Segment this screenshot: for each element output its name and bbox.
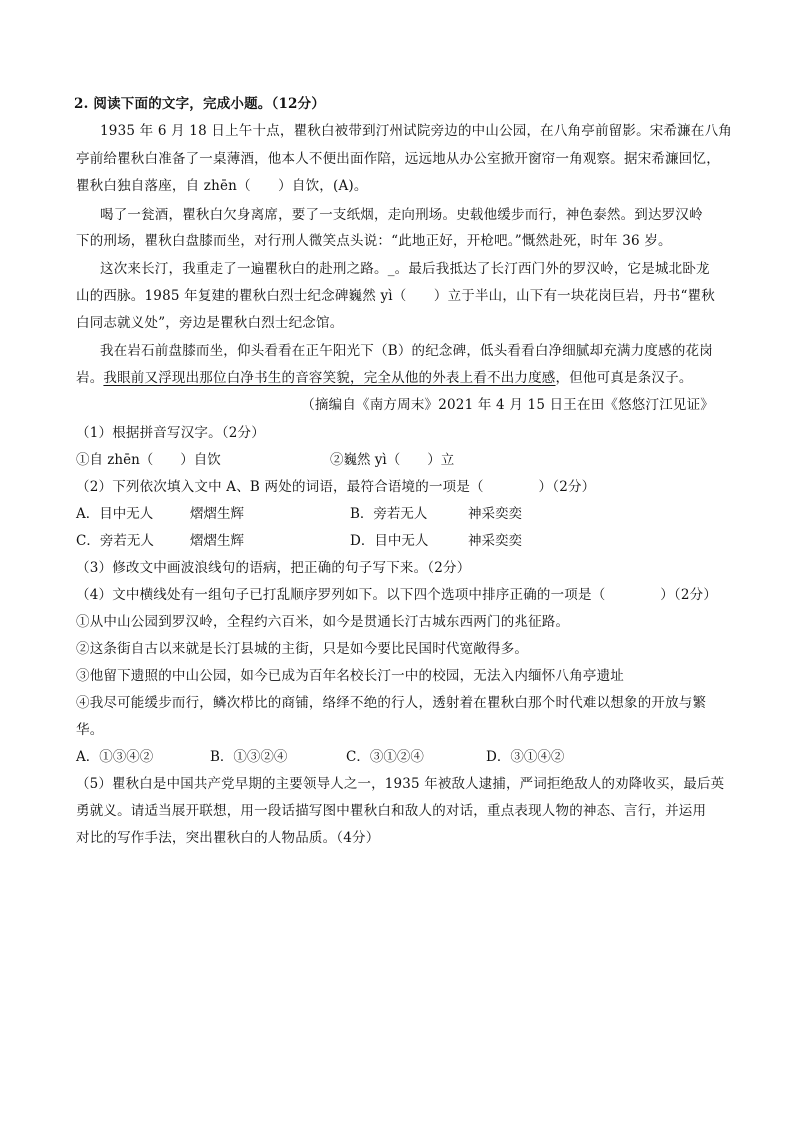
q4-option-c: C．③①②④ — [346, 749, 424, 765]
q2-option-a-word2: 熠熠生辉 — [190, 506, 244, 522]
q5-line1: （5）瞿秋白是中国共产党早期的主要领导人之一，1935 年被敌人逮捕，严词拒绝敌人的劝降收买，最后英 — [76, 776, 725, 792]
passage-p3-line3: 白同志就义处”，旁边是瞿秋白烈士纪念馆。 — [76, 315, 344, 331]
passage-p4-plain: 岩。 — [76, 370, 104, 386]
q2-option-b-word2: 神采奕奕 — [468, 506, 522, 522]
q4-option-d: D．③①④② — [486, 749, 565, 765]
passage-p3-line1: 这次来长汀，我重走了一遍瞿秋白的赴刑之路。_。最后我抵达了长汀西门外的罗汉岭，它是城北卧龙 — [100, 261, 710, 277]
q5-line3: 对比的写作手法，突出瞿秋白的人物品质。（4分） — [76, 830, 380, 846]
q4-sentence-4: ④我尽可能缓步而行，鳞次栉比的商铺，络绎不绝的行人，透射着在瞿秋白那个时代难以想象的开放与繁 — [76, 695, 707, 711]
passage-p1-line2: 亭前给瞿秋白准备了一桌薄酒，他本人不便出面作陪，远远地从办公室掀开窗帘一角观察。据宋希濂回忆， — [76, 151, 720, 167]
q2-option-d-word2: 神采奕奕 — [468, 533, 522, 549]
q2-option-a: A．目中无人 — [76, 506, 154, 522]
q4-sentence-1: ①从中山公园到罗汉岭，全程约六百米，如今是贯通长汀古城东西两门的兆征路。 — [76, 614, 570, 630]
passage-p1-line3: 瞿秋白独自落座，自 zhēn（ ）自饮，(A)。 — [76, 178, 368, 194]
q4-stem: （4）文中横线处有一组句子已打乱顺序罗列如下。以下四个选项中排序正确的一项是（ ）（2分） — [76, 587, 718, 603]
q2-option-c-word2: 熠熠生辉 — [190, 533, 244, 549]
q4-sentence-4-cont: 华。 — [76, 722, 104, 738]
wavy-underlined-sentence: 我眼前又浮现出那位白净书生的音容笑貌，完全从他的外表上看不出力度感 — [103, 370, 556, 386]
passage-p2-line2: 下的刑场，瞿秋白盘膝而坐，对行刑人微笑点头说：“此地正好，开枪吧。”慨然赴死，时年 36 岁。 — [76, 233, 672, 249]
passage-p4-end: ，但他可真是条汉子。 — [555, 370, 693, 386]
q2-option-d: D．目中无人 — [350, 533, 429, 549]
q2-stem: （2）下列依次填入文中 A、B 两处的词语，最符合语境的一项是（ ）（2分） — [76, 479, 596, 495]
passage-source: （摘编自《南方周末》2021 年 4 月 15 日王在田《悠悠汀江见证》 — [301, 397, 714, 413]
passage-p4-line1: 我在岩石前盘膝而坐，仰头看看在正午阳光下（B）的纪念碑，低头看看白净细腻却充满力度感的花岗 — [100, 343, 713, 359]
q1-item2: ②巍然 yì（ ）立 — [330, 452, 455, 468]
q4-sentence-3: ③他留下遗照的中山公园，如今已成为百年名校长汀一中的校园，无法入内缅怀八角亭遗址 — [76, 668, 624, 684]
q4-sentence-2: ②这条街自古以来就是长汀县城的主街，只是如今要比民国时代宽敞得多。 — [76, 641, 529, 657]
q1-item1: ①自 zhēn（ ）自饮 — [76, 452, 221, 468]
q3-stem: （3）修改文中画波浪线句的语病，把正确的句子写下来。（2分） — [76, 560, 471, 576]
q4-option-b: B．①③②④ — [210, 749, 288, 765]
q4-option-a: A．①③④② — [76, 749, 154, 765]
q5-line2: 勇就义。请适当展开联想，用一段话描写图中瞿秋白和敌人的对话，重点表现人物的神态、言行，并运用 — [76, 803, 707, 819]
question-heading: 2. 阅读下面的文字，完成小题。（12分） — [74, 96, 326, 112]
passage-p3-line2: 山的西脉。1985 年复建的瞿秋白烈士纪念碑巍然 yì（ ）立于半山，山下有一块花岗巨岩，丹书“瞿秋 — [76, 288, 715, 304]
q1-stem: （1）根据拼音写汉字。（2分） — [76, 425, 265, 441]
passage-p4-line2 — [76, 369, 693, 387]
q2-option-c: C．旁若无人 — [76, 533, 154, 549]
passage-p2-line1: 喝了一瓮酒，瞿秋白欠身离席，要了一支纸烟，走向刑场。史载他缓步而行，神色泰然。到达罗汉岭 — [100, 207, 703, 223]
passage-p1-line1: 1935 年 6 月 18 日上午十点，瞿秋白被带到汀州试院旁边的中山公园，在八角亭前留影。宋希濂在八角 — [100, 123, 732, 139]
q2-option-b: B．旁若无人 — [350, 506, 428, 522]
